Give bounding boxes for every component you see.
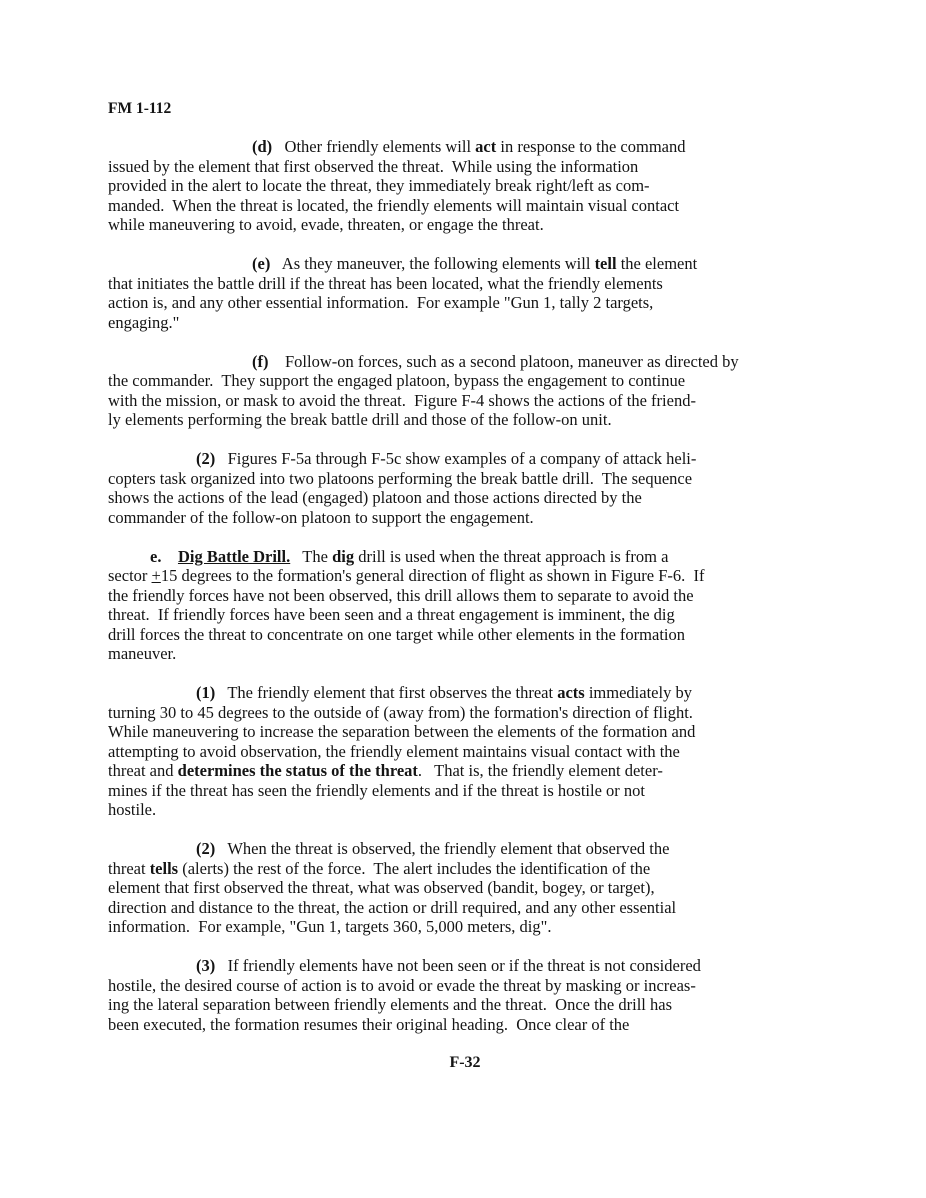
document-header: FM 1-112: [108, 100, 172, 117]
text-line: [108, 293, 822, 313]
paragraph: [108, 547, 822, 664]
text-segment: while maneuvering to avoid, evade, threaten, or engage the threat.: [108, 215, 544, 234]
text-line: [108, 449, 822, 469]
paragraph: [108, 254, 822, 332]
document-body: [108, 137, 822, 1034]
text-line: [108, 352, 822, 372]
text-segment: When the threat is observed, the friendly element that observed the: [215, 839, 670, 858]
text-line: [108, 781, 822, 801]
text-line: [108, 976, 822, 996]
text-segment: that initiates the battle drill if the threat has been located, what the friendly elements: [108, 273, 663, 293]
text-segment: threat: [108, 858, 150, 878]
text-line: [108, 644, 822, 664]
text-segment: tell: [594, 254, 617, 273]
text-segment: turning 30 to 45 degrees to the outside of (away from) the formation's direction of flight.: [108, 702, 693, 722]
text-segment: If friendly elements have not been seen or if the threat is not considered: [215, 956, 701, 975]
text-segment: act: [475, 137, 497, 156]
text-segment: ing the lateral separation between friendly elements and the threat. Once the drill has: [108, 995, 672, 1014]
text-line: [108, 508, 822, 528]
text-segment: +: [151, 566, 161, 585]
text-line: [108, 742, 822, 762]
text-line: [108, 878, 822, 898]
text-line: [108, 761, 822, 781]
text-segment: As they maneuver, the following elements will: [270, 254, 595, 273]
paragraph: [108, 449, 822, 527]
text-segment: 15 degrees to the formation's general direction of flight as shown in Figure F-6. If: [160, 566, 705, 585]
text-line: [108, 586, 822, 606]
text-segment: [161, 547, 178, 566]
text-segment: e.: [150, 546, 162, 566]
text-segment: direction and distance to the threat, the action or drill required, and any other essential: [108, 897, 677, 917]
paragraph: [108, 352, 822, 430]
text-segment: While maneuvering to increase the separation between the elements of the formation and: [108, 722, 696, 741]
text-segment: drill forces the threat to concentrate on one target while other elements in the formation: [108, 624, 685, 644]
text-segment: dig: [332, 546, 355, 566]
paragraph: [108, 839, 822, 937]
text-segment: The: [290, 546, 333, 566]
text-segment: provided in the alert to locate the threat, they immediately break right/left as com-: [108, 176, 650, 195]
text-segment: Dig Battle Drill.: [177, 546, 291, 566]
text-line: [108, 547, 822, 567]
paragraph: [108, 137, 822, 235]
text-segment: been executed, the formation resumes their original heading. Once clear of the: [108, 1014, 630, 1034]
text-segment: hostile, the desired course of action is to avoid or evade the threat by masking or increas-: [108, 975, 696, 995]
text-line: [108, 683, 822, 703]
text-line: [108, 157, 822, 177]
text-segment: threat and: [108, 761, 178, 780]
text-segment: ly elements performing the break battle drill and those of the follow-on unit.: [108, 410, 612, 429]
text-segment: drill is used when the threat approach is from a: [354, 546, 669, 566]
text-segment: action is, and any other essential information. For example "Gun 1, tally 2 targets,: [108, 293, 654, 312]
text-segment: (f): [252, 351, 269, 371]
text-segment: mines if the threat has seen the friendly elements and if the threat is hostile or not: [108, 780, 646, 800]
text-line: [108, 215, 822, 235]
text-line: [108, 371, 822, 391]
text-segment: (2): [196, 839, 216, 858]
paragraph: [108, 956, 822, 1034]
text-segment: sector: [108, 566, 152, 585]
text-line: [108, 800, 822, 820]
text-segment: (3): [196, 956, 216, 975]
text-line: [108, 196, 822, 216]
text-segment: immediately by: [584, 683, 692, 702]
text-segment: maneuver.: [108, 644, 177, 663]
text-segment: engaging.": [108, 312, 180, 332]
text-line: [108, 917, 822, 937]
text-line: [108, 313, 822, 333]
text-line: [108, 469, 822, 489]
text-line: [108, 703, 822, 723]
text-line: [108, 859, 822, 879]
text-segment: information. For example, "Gun 1, targets 360, 5,000 meters, dig".: [108, 917, 552, 936]
text-segment: the commander. They support the engaged platoon, bypass the engagement to continue: [108, 371, 686, 390]
text-segment: the element: [616, 254, 698, 273]
text-segment: The friendly element that first observes the threat: [215, 683, 558, 702]
text-segment: acts: [557, 683, 585, 702]
text-segment: in response to the command: [496, 137, 686, 156]
text-segment: (e): [252, 254, 271, 273]
text-segment: the friendly forces have not been observed, this drill allows them to separate to avoid the: [108, 585, 694, 605]
text-line: [108, 722, 822, 742]
text-line: [108, 898, 822, 918]
page-number: F-32: [449, 1053, 481, 1071]
text-segment: (1): [196, 683, 216, 702]
text-segment: Figures F-5a through F-5c show examples of a company of attack heli-: [215, 449, 697, 468]
text-line: [108, 995, 822, 1015]
text-line: [108, 839, 822, 859]
text-segment: manded. When the threat is located, the friendly elements will maintain visual contact: [108, 195, 680, 215]
text-segment: attempting to avoid observation, the friendly element maintains visual contact with the: [108, 741, 680, 761]
text-segment: commander of the follow-on platoon to support the engagement.: [108, 507, 534, 527]
text-line: [108, 410, 822, 430]
text-line: [108, 625, 822, 645]
text-segment: issued by the element that first observed the threat. While using the information: [108, 156, 639, 176]
text-segment: threat. If friendly forces have been seen and a threat engagement is imminent, the dig: [108, 605, 675, 624]
text-segment: (d): [252, 137, 273, 156]
text-segment: shows the actions of the lead (engaged) platoon and those actions directed by the: [108, 488, 642, 507]
text-segment: hostile.: [108, 800, 157, 819]
text-line: [108, 488, 822, 508]
text-segment: determines the status of the threat: [177, 761, 418, 780]
text-segment: Other friendly elements will: [272, 137, 476, 156]
text-segment: with the mission, or mask to avoid the threat. Figure F-4 shows the actions of the friend-: [108, 390, 696, 410]
text-segment: (alerts) the rest of the force. The alert includes the identification of the: [178, 858, 651, 878]
text-line: [108, 254, 822, 274]
text-line: [108, 391, 822, 411]
text-line: [108, 956, 822, 976]
text-line: [108, 176, 822, 196]
text-line: [108, 605, 822, 625]
text-line: [108, 1015, 822, 1035]
paragraph: [108, 683, 822, 820]
text-segment: tells: [149, 858, 179, 878]
text-line: [108, 137, 822, 157]
text-segment: copters task organized into two platoons performing the break battle drill. The sequence: [108, 468, 693, 488]
text-segment: . That is, the friendly element deter-: [417, 761, 663, 780]
text-segment: element that first observed the threat, what was observed (bandit, bogey, or target),: [108, 878, 655, 897]
text-segment: (2): [196, 449, 216, 468]
text-line: [108, 274, 822, 294]
text-segment: Follow-on forces, such as a second platoon, maneuver as directed by: [268, 351, 739, 371]
text-line: [108, 566, 822, 586]
